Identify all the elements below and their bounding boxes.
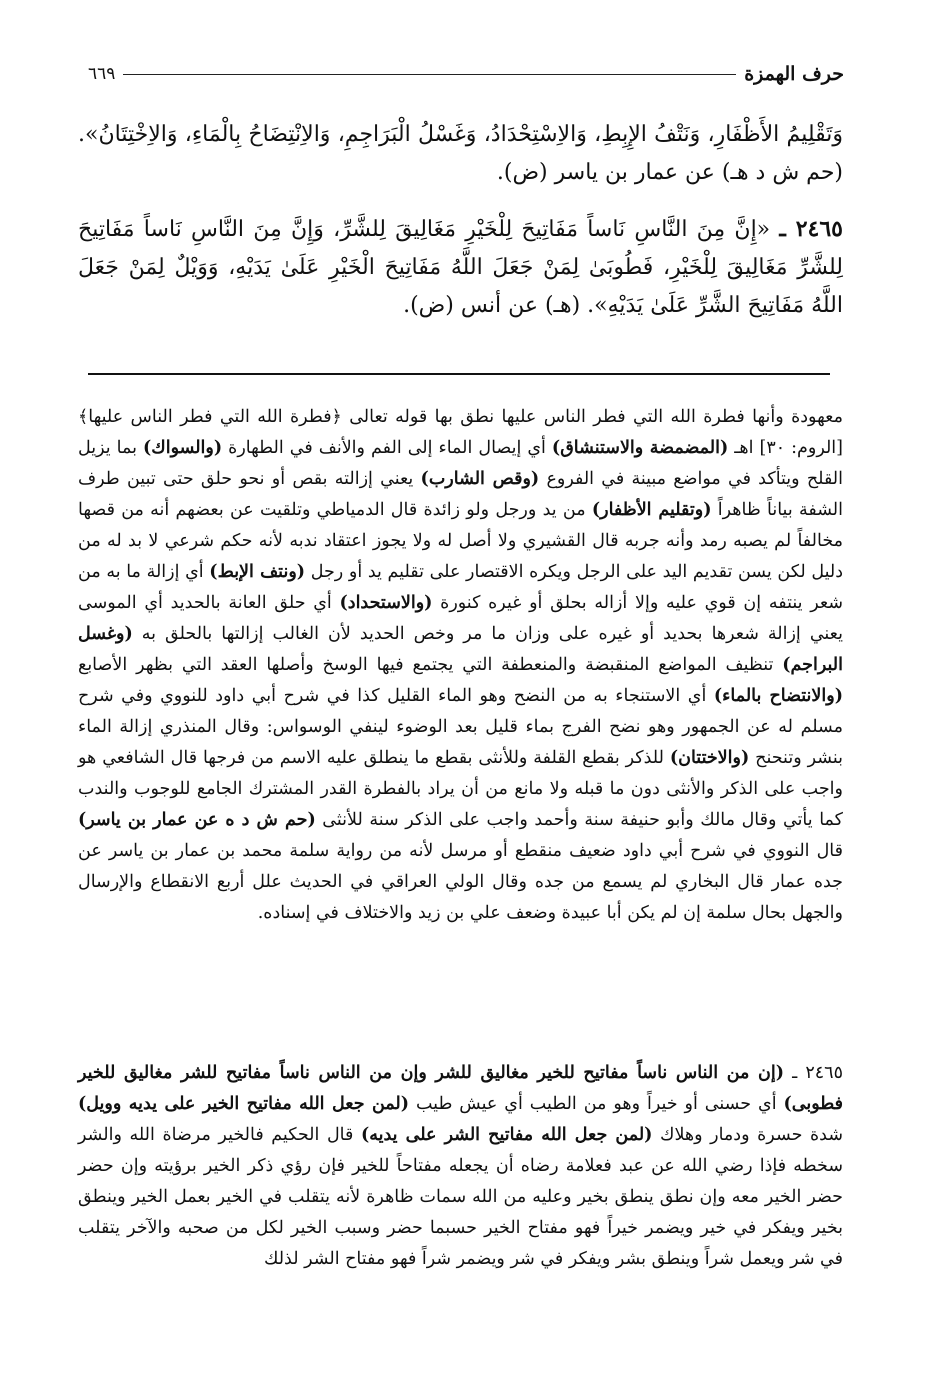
commentary-lemma: (وتقليم الأظفار) <box>591 500 712 520</box>
commentary-lemma: (والسواك) <box>143 438 223 458</box>
commentary-text: للذكر بقطع القلفة وللأنثى بقطع ما ينطلق عليه الاسم من فرجها قال الشافعي هو واجب على الذكر والأنثى دون ما قبله ولا مانع من أن يراد بالفطرة القدر المشترك الجامع للوجوب والندب كما يأتي وقال مالك وأبو حنيفة سنة وأحمد واجب على الذكر سنة للأنثى <box>78 748 843 830</box>
commentary-lemma: (وغسل البراجم) <box>78 624 843 675</box>
hadith-2465-paragraph <box>78 210 843 325</box>
hadith-2464-ending <box>78 116 843 192</box>
hadith-2465-text: «إِنَّ مِنَ النَّاسِ نَاساً مَفَاتِيحَ لِلْخَيْرِ مَغَالِيقَ لِلشَّرِّ، وَإِنَّ مِنَ النَّاسِ نَاساً مَفَاتِيحَ لِلشَّرِّ مَغَالِيقَ لِلْخَيْرِ، فَطُوبَىٰ لِمَنْ جَعَلَ اللَّهُ مَفَاتِيحَ الْخَيْرِ عَلَىٰ يَدَيْهِ، وَوَيْلٌ لِمَنْ جَعَلَ اللَّهُ مَفَاتِيحَ الشَّرِّ عَلَىٰ يَدَيْهِ». (هـ) عن أنس (ض). <box>78 217 843 318</box>
commentary-lemma: (إن من الناس ناساً مفاتيح للخير مغاليق للشر وإن من الناس ناساً مفاتيح للشر مغاليق للخير فطوبى) <box>78 1063 843 1114</box>
commentary-text: أي حلق العانة بالحديد أي الموسى يعني إزالة شعرها بحديد أو غيره على وزان ما مر وخص الحديد لأن الغالب إزالتها بالحلق به <box>78 593 843 644</box>
page-number: ٦٦٩ <box>88 64 116 84</box>
hadith-2464-text: وَتَقْلِيمُ الأَظْفَارِ، وَنَتْفُ الإِبِطِ، وَالاِسْتِحْدَادُ، وَغَسْلُ الْبَرَاجِمِ، وَالاِنْتِضَاحُ بِالْمَاءِ، وَالاِخْتِتَانُ». (حم ش د هـ) عن عمار بن ياسر (ض). <box>78 122 843 185</box>
commentary-text: شدة حسرة ودمار وهلاك <box>652 1125 843 1145</box>
header-rule <box>123 74 736 75</box>
chapter-title: حرف الهمزة <box>744 63 844 85</box>
commentary-2464-paragraph <box>78 402 843 929</box>
commentary-2464 <box>78 402 843 929</box>
commentary-text: أي إيصال الماء إلى الفم والأنف في الطهارة <box>222 438 552 458</box>
commentary-text: بما يزيل القلح ويتأكد في مواضع مبينة في الفروع <box>78 438 843 489</box>
commentary-lemma: (وقص الشارب) <box>420 469 540 489</box>
commentary-text: يعني إزالته بقص أو نحو حلق حتى تبين طرف الشفة بياناً ظاهراً <box>78 469 843 520</box>
commentary-text: أي حسنى أو خيراً وهو من الطيب أي عيش طيب <box>409 1094 784 1114</box>
commentary-2465-paragraph <box>78 1058 843 1275</box>
commentary-lemma: (المضمضة والاستنشاق) <box>551 438 729 458</box>
hadith-2465 <box>78 210 843 325</box>
commentary-text: أي إزالة ما به من شعر ينتفه إن قوي عليه وإلا أزاله بحلق أو غيره كنورة <box>78 562 843 613</box>
commentary-lemma: (لمن جعل الله مفاتيح الخير على يديه وويل) <box>78 1094 410 1114</box>
footnote-divider <box>88 373 830 375</box>
commentary-text: أي الاستنجاء به من النضح وهو الماء القليل كذا في شرح أبي داود للنووي وفي شرح مسلم له عن الجمهور وهو نضح الفرج بماء قليل بعد الوضوء لينفي الوسواس: وقال المنذري إزالة الماء بنشر وتنحنح <box>78 686 843 768</box>
page-header <box>88 56 844 92</box>
commentary-text: قال النووي في شرح أبي داود ضعيف منقطع أو مرسل لأنه من رواية سلمة محمد بن عمار بن ياسر عن جده عمار قال البخاري لم يسمع من جده وقال الولي العراقي في الحديث علل أربع الانقطاع والإرسال والجهل بحال سلمة إن لم يكن أبا عبيدة وضعف علي بن زيد والاختلاف في إسناده. <box>78 841 843 923</box>
commentary-lemma: (والاختتان) <box>669 748 750 768</box>
commentary-lemma: (ونتف الإبط) <box>209 562 306 582</box>
commentary-2465 <box>78 1058 843 1275</box>
commentary-text: من يد ورجل ولو زائدة قال الدمياطي وتلقيت عن بعضهم أنه من قصها مخالفاً لم يصبه رمد وأنه جربه قال القشيري ولا أصل له ولا يجوز اعتقاد ندبه لأنه حكم شرعي لا بد له من دليل لكن يسن تقديم اليد على الرجل ويكره الاقتصار على تقليم يد أو رجل <box>78 500 844 582</box>
commentary-text: ٢٤٦٥ ـ <box>784 1063 843 1083</box>
commentary-lemma: (والاستحداد) <box>339 593 433 613</box>
commentary-lemma: (والانتضاح بالماء) <box>713 686 843 706</box>
commentary-text: تنظيف المواضع المنقبضة والمنعطفة التي يجتمع فيها الوسخ وأصلها العقد التي بظهر الأصابع <box>78 655 783 675</box>
commentary-lemma: (حم ش د ه عن عمار بن ياسر) <box>78 810 316 830</box>
commentary-text: قال الحكيم فالخير مرضاة الله والشر سخطه فإذا رضي الله عن عبد فعلامة رضاه أن يجعله مفتاحاً للخير فإن رؤي ذكر الخير برؤيته وإن حضر حضر الخير معه وإن نطق ينطق بخير وعليه من الله سمات ظاهرة لأنه يتقلب في الخير بعمل الخير وينطق بخير ويفكر في خير ويضمر خيراً فهو مفتاح الخير حسبما حضر وسبب الخير لكل من صحبه والآخر يتقلب في شر ويعمل شراً وينطق بشر ويفكر في شر ويضمر شراً فهو مفتاح الشر لذلك <box>78 1125 843 1269</box>
hadith-number: ٢٤٦٥ ـ <box>779 216 843 242</box>
commentary-lemma: (لمن جعل الله مفاتيح الشر على يديه) <box>360 1125 653 1145</box>
commentary-text: معهودة وأنها فطرة الله التي فطر الناس عليها نطق بها قوله تعالى ﴿فطرة الله التي فطر الناس عليها﴾ [الروم: ٣٠] اهـ <box>78 407 843 458</box>
